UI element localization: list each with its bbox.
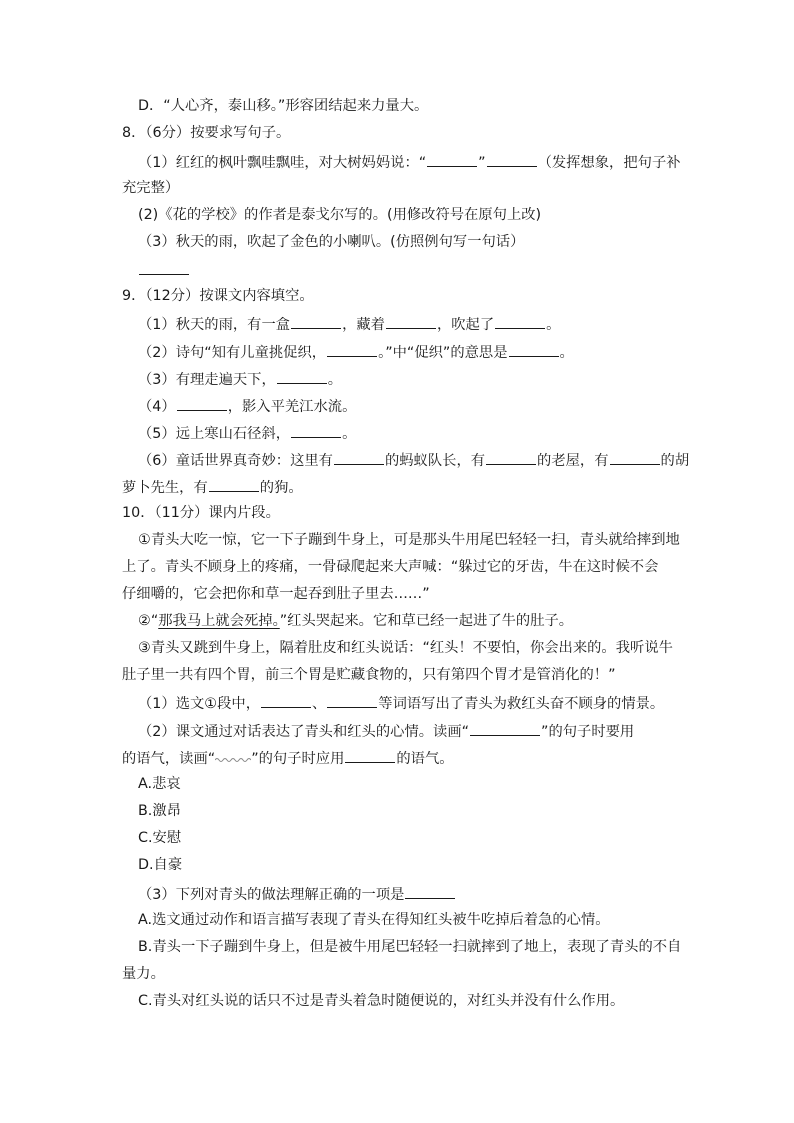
question-8-item-3: （3）秋天的雨，吹起了金色的小喇叭。(仿照例句写一句话）: [138, 234, 525, 250]
passage-3-line-1: ③青头又跳到牛身上，隔着肚皮和红头说话：“红头！不要怕，你会出来的。我听说牛: [138, 640, 673, 656]
question-8-item-2: (2)《花的学校》的作者是泰戈尔写的。(用修改符号在原句上改): [138, 207, 542, 223]
option-a[interactable]: A.悲哀: [138, 776, 181, 792]
answer-blank[interactable]: [495, 313, 545, 329]
question-9-item-6-cont: 萝卜先生，有 的狗。: [122, 476, 303, 498]
question-8-item-1-cont: 充完整）: [122, 180, 180, 196]
sub-question-2: （2）课文通过对话表达了青头和红头的心情。读画“ ”的句子时要用: [138, 720, 634, 742]
answer-blank[interactable]: [209, 476, 259, 492]
answer-blank[interactable]: [405, 883, 455, 899]
underlined-sentence: 那我马上就会死掉。: [158, 613, 280, 629]
question-9-item-5: （5）远上寒山石径斜， 。: [138, 422, 356, 444]
answer-blank[interactable]: [139, 259, 189, 275]
passage-3-line-2: 肚子里一共有四个胃，前三个胃是贮藏食物的，只有第四个胃才是管消化的！”: [122, 667, 616, 683]
sub-question-3-option-b-cont: 量力。: [122, 966, 165, 982]
answer-blank[interactable]: [177, 395, 227, 411]
question-9-item-3: （3）有理走遍天下， 。: [138, 368, 342, 390]
option-c[interactable]: C.安慰: [138, 830, 182, 846]
question-9-item-4: （4） ，影入平羌江水流。: [138, 395, 356, 417]
answer-blank[interactable]: [610, 449, 660, 465]
answer-blank[interactable]: [277, 368, 327, 384]
sub-question-1: （1）选文①段中， 、 等词语写出了青头为救红头奋不顾身的情景。: [138, 692, 664, 714]
option-b[interactable]: B.激昂: [138, 803, 181, 819]
question-8-answer-line: [138, 259, 190, 281]
answer-blank[interactable]: [427, 151, 477, 167]
option-d[interactable]: D.自豪: [138, 857, 183, 873]
option-d-line: D．“人心齐，泰山移。”形容团结起来力量大。: [138, 98, 429, 114]
sub-question-3-option-c[interactable]: C.青头对红头说的话只不过是青头着急时随便说的，对红头并没有什么作用。: [138, 993, 625, 1009]
wavy-underline-sample: [215, 753, 251, 763]
answer-blank[interactable]: [291, 422, 341, 438]
answer-blank[interactable]: [327, 692, 377, 708]
answer-blank[interactable]: [261, 692, 311, 708]
answer-blank[interactable]: [334, 449, 384, 465]
answer-blank[interactable]: [487, 151, 537, 167]
passage-1-line-1: ①青头大吃一惊，它一下子蹦到牛身上，可是那头牛用尾巴轻轻一扫，青头就给摔到地: [138, 532, 680, 548]
sub-question-3-option-a[interactable]: A.选文通过动作和语言描写表现了青头在得知红头被牛吃掉后着急的心情。: [138, 912, 610, 928]
question-9-heading: 9．（12分）按课文内容填空。: [122, 288, 314, 304]
question-8-item-1: （1）红红的枫叶飘哇飘哇，对大树妈妈说：“ ” （发挥想象，把句子补: [138, 151, 681, 173]
answer-blank[interactable]: [386, 313, 436, 329]
answer-blank[interactable]: [291, 313, 341, 329]
passage-1-line-2: 上了。青头不顾身上的疼痛，一骨碌爬起来大声喊：“躲过它的牙齿，牛在这时候不会: [122, 559, 659, 575]
underline-sample: [470, 720, 540, 736]
question-10-heading: 10．（11分）课内片段。: [122, 505, 280, 521]
question-9-item-6: （6）童话世界真奇妙：这里有 的蚂蚁队长，有 的老屋，有 的胡: [138, 449, 689, 471]
passage-1-line-3: 仔细嚼的，它会把你和草一起吞到肚子里去……”: [122, 586, 430, 602]
sub-question-2-cont: 的语气，读画“ ”的句子时应用 的语气。: [122, 747, 454, 769]
answer-blank[interactable]: [486, 449, 536, 465]
question-9-item-1: （1）秋天的雨，有一盒 ，藏着 ，吹起了 。: [138, 313, 560, 335]
answer-blank[interactable]: [345, 747, 395, 763]
sub-question-3: （3）下列对青头的做法理解正确的一项是: [138, 883, 456, 905]
question-9-item-2: （2）诗句“知有儿童挑促织， 。”中“促织”的意思是 。: [138, 341, 574, 363]
passage-2: ②“那我马上就会死掉。”红头哭起来。它和草已经一起进了牛的肚子。: [138, 613, 574, 629]
answer-blank[interactable]: [509, 341, 559, 357]
question-8-heading: 8．（6分）按要求写句子。: [122, 125, 291, 141]
answer-blank[interactable]: [327, 341, 377, 357]
sub-question-3-option-b[interactable]: B.青头一下子蹦到牛身上，但是被牛用尾巴轻轻一扫就摔到了地上，表现了青头的不自: [138, 939, 682, 955]
